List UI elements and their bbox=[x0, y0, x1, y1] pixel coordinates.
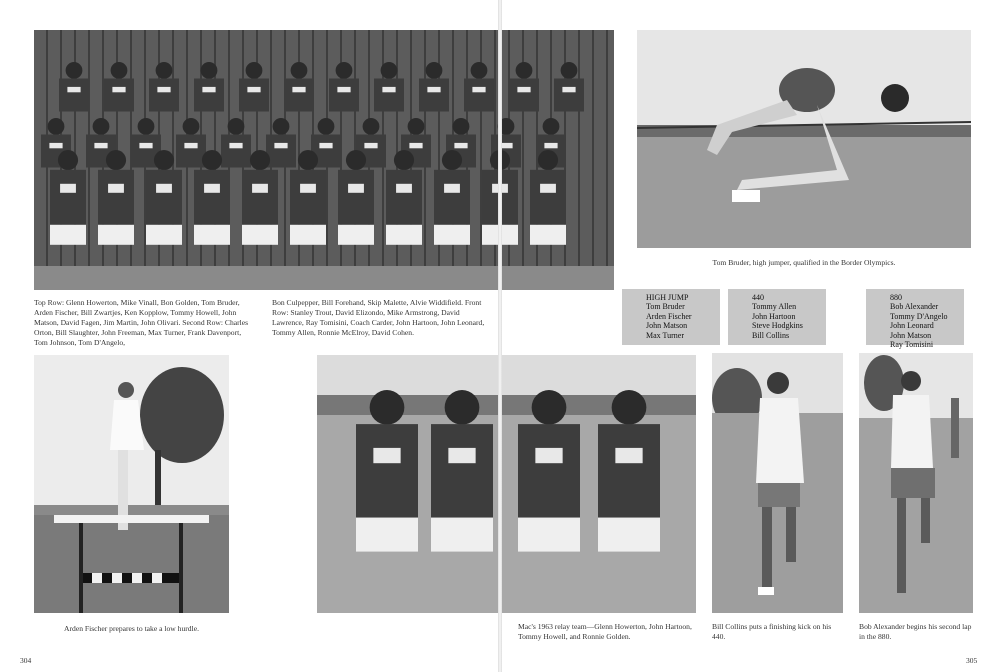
hurdle-photo bbox=[34, 355, 229, 613]
team-photo-caption-col1: Top Row: Glenn Howerton, Mike Vinall, Bon Golden, Tom Bruder, Arden Fischer, Bill Zwartjes, Ken Kopplow, Tommy Howell, John Matson, David Fagen, Jim Martin, John Olivari. Second Row: Charles Orton, Bill Slaughter, John Freeman, Max Turner, Frank Davenport, Tom Johnson, Tom D'Angelo, bbox=[34, 298, 249, 347]
bill-collins-photo bbox=[712, 353, 843, 613]
event-entry: Tom Bruder bbox=[646, 302, 685, 312]
relay-caption: Mac's 1963 relay team—Glenn Howerton, John Hartoon, Tommy Howell, and Ronnie Golden. bbox=[518, 622, 692, 641]
page-gutter bbox=[498, 0, 502, 672]
event-entry: Tommy Allen bbox=[752, 302, 797, 312]
event-box-440 bbox=[728, 289, 826, 345]
event-entry: John Matson bbox=[646, 321, 688, 331]
event-entry: John Matson bbox=[890, 330, 932, 340]
event-title: HIGH JUMP bbox=[646, 293, 689, 302]
event-title: 880 bbox=[890, 293, 902, 302]
team-photo bbox=[34, 30, 614, 290]
high-jump-photo bbox=[637, 30, 971, 248]
event-entry: Bob Alexander bbox=[890, 302, 939, 312]
event-entry: Bill Collins bbox=[752, 330, 790, 340]
page-number-left: 304 bbox=[20, 656, 32, 665]
event-entry: Tommy D'Angelo bbox=[890, 311, 948, 321]
event-entry: John Leonard bbox=[890, 321, 934, 331]
event-entry: Ray Tomisini bbox=[890, 340, 934, 350]
hurdle-caption: Arden Fischer prepares to take a low hurdle. bbox=[64, 624, 199, 633]
page-number-right: 305 bbox=[966, 656, 978, 665]
event-box-high-jump bbox=[622, 289, 720, 345]
event-box-880 bbox=[866, 289, 964, 350]
relay-team-photo bbox=[317, 355, 696, 613]
event-entry: John Hartoon bbox=[752, 311, 796, 321]
high-jump-caption: Tom Bruder, high jumper, qualified in the Border Olympics. bbox=[712, 258, 896, 267]
event-title: 440 bbox=[752, 293, 764, 302]
bob-alexander-photo bbox=[859, 353, 973, 613]
event-entry: Steve Hodgkins bbox=[752, 321, 803, 331]
team-photo-caption-col2: Bon Culpepper, Bill Forehand, Skip Malette, Alvie Widdifield. Front Row: Stanley Trout, David Elizondo, Mike Armstrong, David Lawrence, Ray Tomisini, Coach Carder, John Hartoon, John Leonard, Tommy Allen, Ronnie McElroy, David Cohen. bbox=[272, 298, 485, 337]
event-entry: Arden Fischer bbox=[646, 311, 692, 321]
bob-alexander-caption: Bob Alexander begins his second lap in the 880. bbox=[859, 622, 972, 641]
event-entry: Max Turner bbox=[646, 330, 685, 340]
bill-collins-caption: Bill Collins puts a finishing kick on his 440. bbox=[712, 622, 832, 641]
